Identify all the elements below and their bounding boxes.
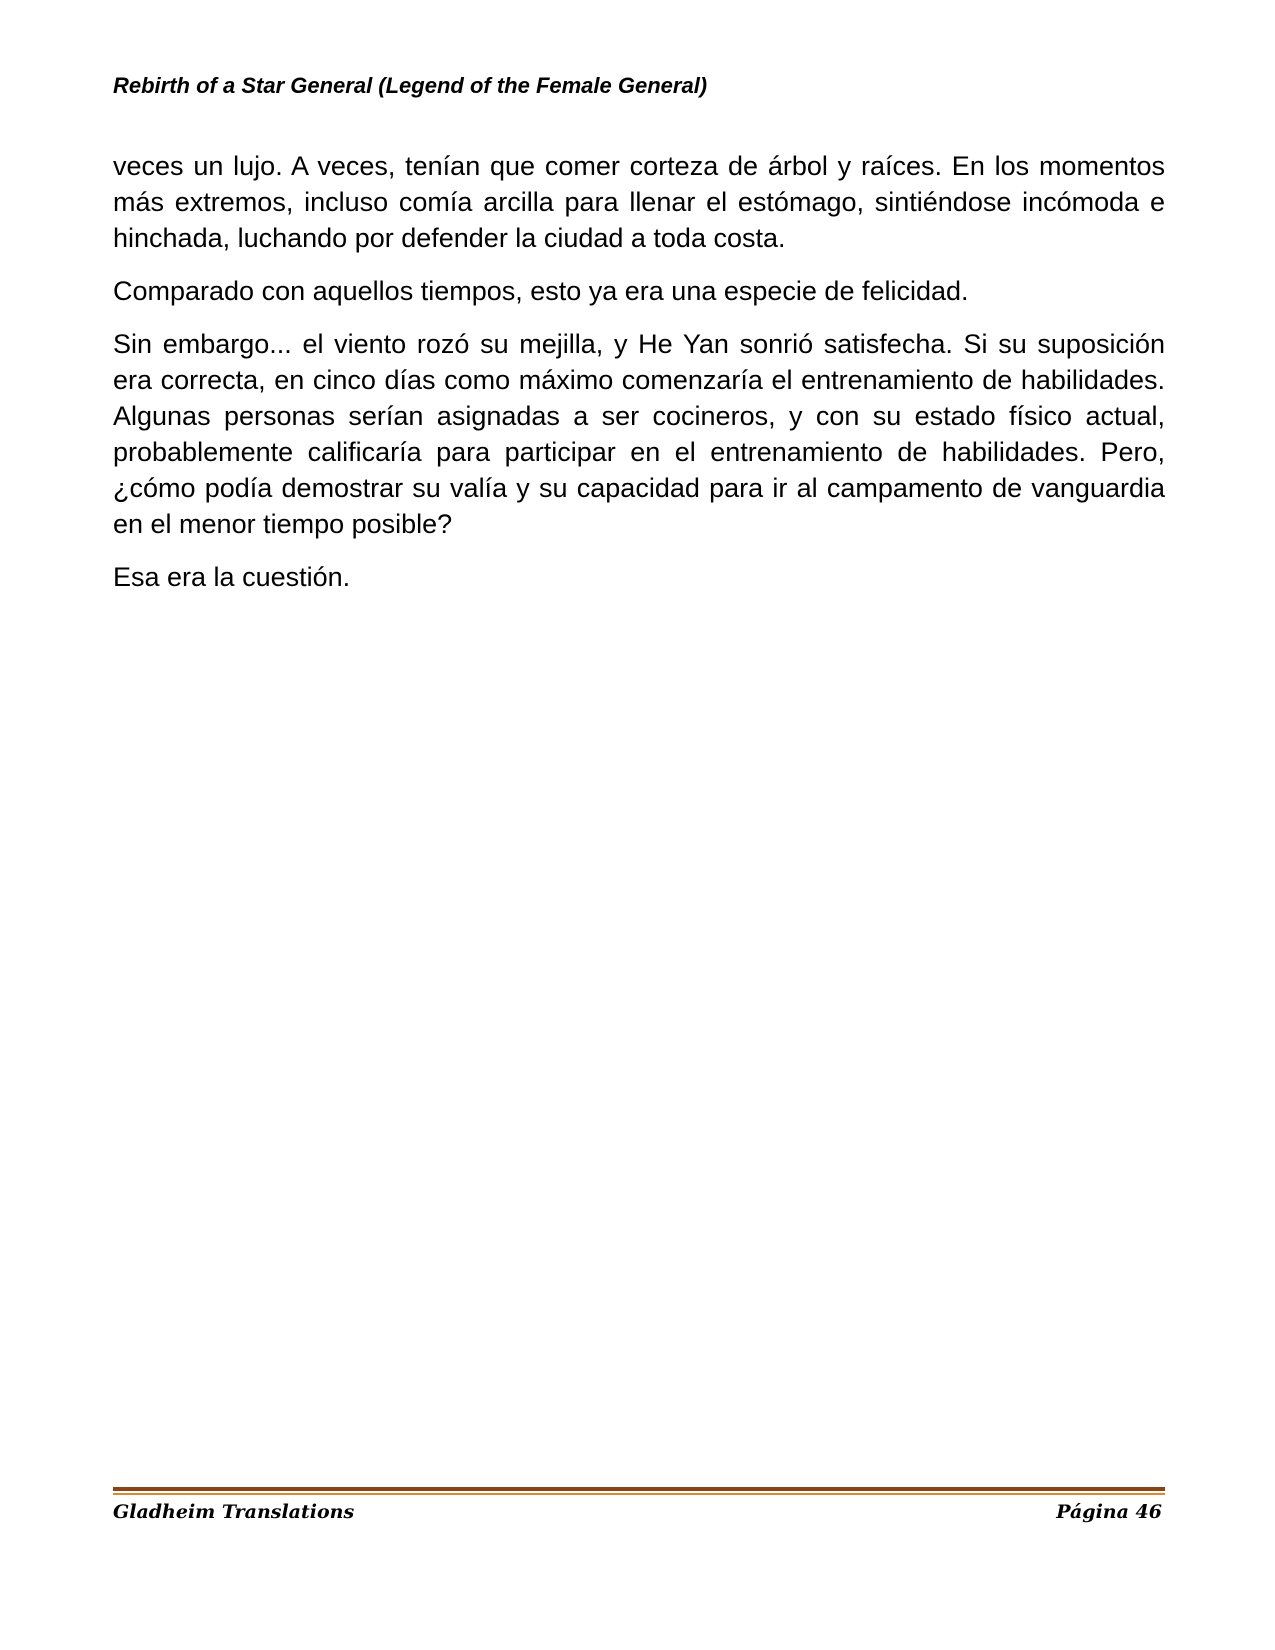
body-text [113,148,1165,612]
page-header-title: Rebirth of a Star General (Legend of the Female General) [113,73,708,98]
paragraph-1: veces un lujo. A veces, tenían que comer corteza de árbol y raíces. En los momentos más extremos, incluso comía arcilla para llenar el estómago, sintiéndose incómoda e hinchada, luchando por defender la ciudad a toda costa. [113,151,1165,253]
footer-divider [113,1487,1165,1497]
paragraph-3: Sin embargo... el viento rozó su mejilla, y He Yan sonrió satisfecha. Si su suposición era correcta, en cinco días como máximo comenzaría el entrenamiento de habilidades. Algunas personas serían asignadas a ser cocineros, y con su estado físico actual, probablemente calificaría para participar en el entrenamiento de habilidades. Pero, ¿cómo podía demostrar su valía y su capacidad para ir al campamento de vanguardia en el menor tiempo posible? [113,329,1165,539]
paragraph-2: Comparado con aquellos tiempos, esto ya era una especie de felicidad. [113,276,969,306]
footer-divider-thin [113,1493,1165,1495]
footer-publisher: Gladheim Translations [113,1501,355,1523]
paragraph-4: Esa era la cuestión. [113,562,351,592]
footer-page-number: Página 46 [1056,1501,1162,1523]
footer-divider-thick [113,1487,1165,1491]
